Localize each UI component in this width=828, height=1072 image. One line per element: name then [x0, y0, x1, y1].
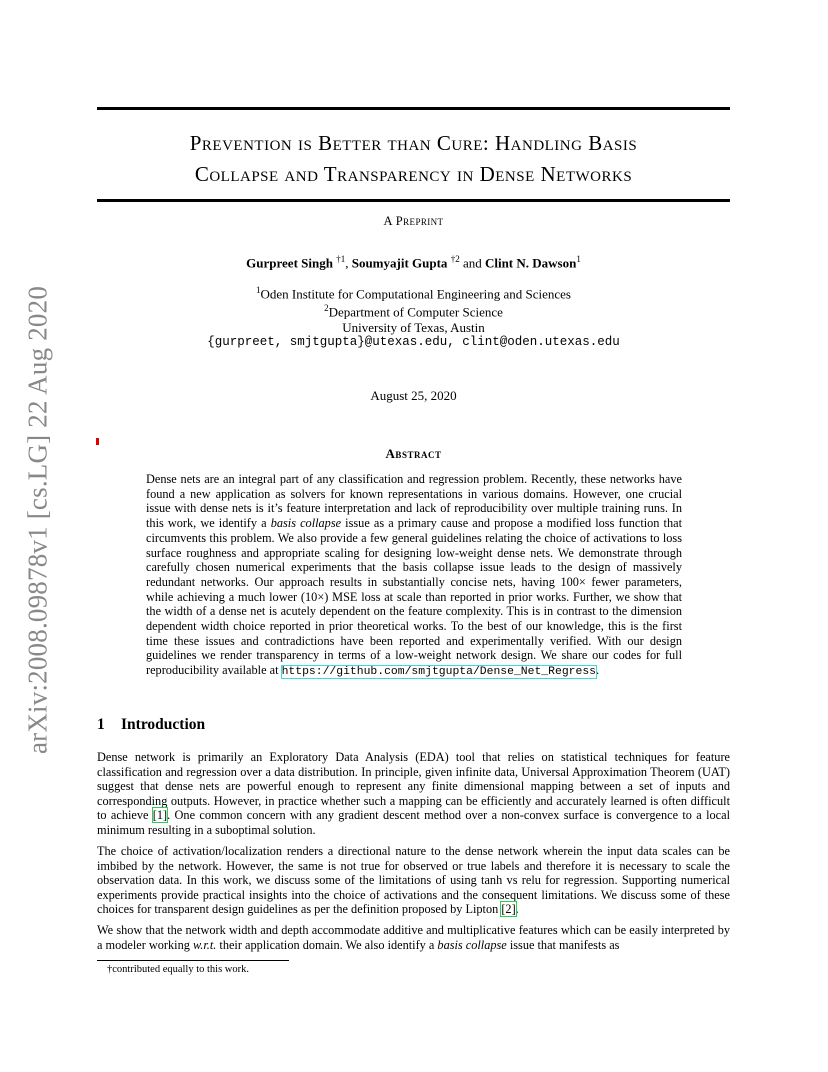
author-3-affil: 1: [576, 254, 581, 264]
affiliation-2-text: Department of Computer Science: [328, 304, 503, 320]
title-rule-top: [97, 107, 730, 110]
title-line-2: Collapse and Transparency in Dense Networks: [194, 162, 633, 186]
p2-text-a: The choice of activation/localization renders a directional nature to the dense network wherein the input data scales can be imbibed by the network. However, the same is not true for observed or true labels and therefore it is necessary to scale the observation data. In this work, we discuss some of the limitations of using tanh vs relu for regression. Supporting numerical experiments provide practical insights into the choice of activations and the consequent limitations. We discuss some of these choices for transparent design guidelines as per the definition proposed by Lipton: [97, 844, 730, 916]
arxiv-sidebar: [18, 280, 58, 760]
p1-text-b: . One common concern with any gradient descent method over a non-convex surface is convergence to a local minimum resulting in a suboptimal solution.: [97, 808, 730, 837]
p3-text-a: We show that the network width and depth accommodate additive and multiplicative features which can be easily interpreted by a modeler working: [97, 923, 730, 952]
footnote-rule: [97, 960, 289, 961]
author-list: [97, 254, 730, 271]
abstract-text-2: issue as a primary cause and propose a modified loss function that circumvents this problem. We also provide a few general guidelines relating the choice of activations to loss surface roughness and appropriate scaling for designing low-weight dense nets. We demonstrate through carefully chosen numerical experiments that the basis collapse issue leads to the design of massively redundant networks. Our approach results in substantially concise nets, having 100× fewer parameters, while achieving a much lower (10×) MSE loss at scale than reported in prior works. Further, we show that the width of a dense net is acutely dependent on the feature complexity. This is in contrast to the dimension dependent width choice reported in prior theoretical works. To the best of our knowledge, this is the first time these issues and contradictions have been reported and experimentally verified. With our design guidelines we render transparency in terms of a low-weight network design. We share our codes for full reproducibility available at: [146, 516, 682, 678]
author-separator: ,: [345, 255, 352, 271]
affiliation-3: University of Texas, Austin: [342, 319, 485, 335]
affiliation-1-text: Oden Institute for Computational Engineering and Sciences: [260, 286, 571, 302]
section-title: Introduction: [121, 716, 206, 733]
citation-2-link[interactable]: [2]: [501, 902, 516, 916]
arxiv-identifier: arXiv:2008.09878v1 [cs.LG] 22 Aug 2020: [22, 285, 53, 755]
affiliation-1: [97, 283, 730, 301]
p3-emphasis-1: w.r.t.: [192, 937, 217, 952]
p3-text-c: issue that manifests as: [506, 937, 620, 952]
preprint-label: A Preprint: [383, 214, 444, 228]
intro-paragraph-2: [97, 844, 730, 917]
title-line-1: Prevention is Better than Cure: Handling Basis: [189, 131, 638, 155]
section-heading-introduction: [97, 716, 205, 734]
abstract-heading: Abstract: [385, 446, 442, 461]
paper-title: [97, 128, 730, 190]
affiliation-1-mark: 1: [256, 285, 261, 295]
affiliation-2-mark: 2: [324, 303, 329, 314]
p3-text-b: their application domain. We also identify a: [216, 937, 438, 952]
footnote: †contributed equally to this work.: [107, 964, 250, 975]
p1-text-a: Dense network is primarily an Exploratory Data Analysis (EDA) tool that relies on statistical techniques for feature classification and regression over a data distribution. In principle, given infinite data, Universal Approximation Theorem (UAT) suggest that dense nets are powerful enough to represent any finite dimensional mapping between a set of inputs and corresponding outputs. However, in practice whether such a mapping can be efficiently and accurately learned is often difficult to achieve: [97, 750, 730, 822]
abstract-emphasis: basis collapse: [270, 516, 342, 531]
affiliations: [97, 283, 730, 350]
author-2-affil: †2: [450, 254, 460, 264]
author-1-affil: †1: [336, 254, 346, 264]
title-rule-bottom: [97, 199, 730, 202]
affiliation-2: [97, 301, 730, 319]
abstract-text-1: Dense nets are an integral part of any classification and regression problem. Recently, these networks have found a new application as solvers for known representations in various domains. However, one crucial issue with dense nets is it’s feature interpretation and lack of reproducibility over multiple training runs. In this work, we identify a: [146, 472, 682, 531]
intro-paragraph-3: [97, 923, 730, 952]
citation-1-link[interactable]: [1]: [152, 808, 168, 822]
p3-emphasis-2: basis collapse: [437, 937, 507, 952]
paper-date: August 25, 2020: [370, 388, 457, 403]
author-3-name: Clint N. Dawson: [484, 255, 577, 271]
section-number: 1: [97, 716, 105, 733]
p2-text-b: .: [515, 902, 519, 916]
code-link[interactable]: https://github.com/smjtgupta/Dense_Net_Regress: [281, 666, 596, 679]
red-marker: [96, 438, 99, 445]
abstract-body: [146, 472, 682, 680]
author-1-name: Gurpreet Singh: [246, 255, 333, 271]
author-and: and: [459, 255, 485, 271]
author-emails: {gurpreet, smjtgupta}@utexas.edu, clint@oden.utexas.edu: [207, 334, 620, 349]
intro-paragraph-1: [97, 750, 730, 837]
author-2-name: Soumyajit Gupta: [351, 255, 448, 271]
abstract-text-3: .: [596, 663, 600, 678]
